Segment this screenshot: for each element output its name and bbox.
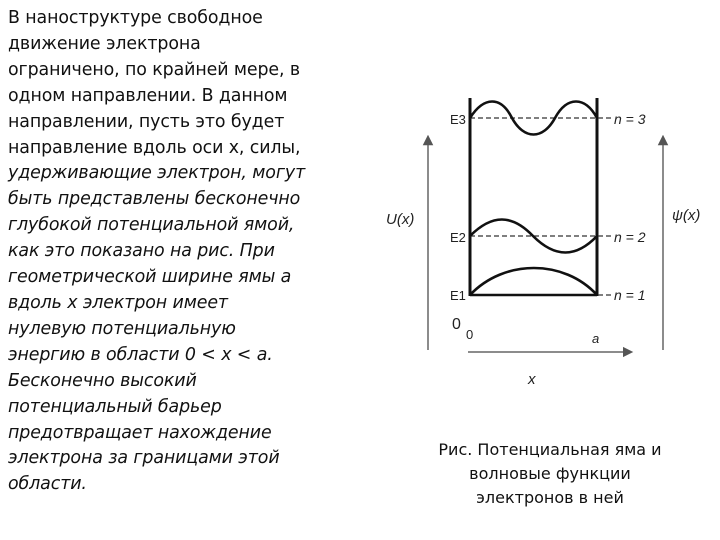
potential-well-diagram: [380, 88, 720, 398]
text-line: вдоль x электрон имеет: [8, 292, 228, 313]
text-line: направление вдоль оси x, силы,: [8, 137, 301, 158]
text-line: электрона за границами этой: [8, 448, 280, 469]
text-line: энергию в области 0 < x < a.: [8, 344, 273, 365]
well-right-label: a: [592, 331, 600, 346]
figure-caption: [400, 438, 700, 510]
wavefunction-1: [470, 268, 597, 295]
energy-label-2: E2: [450, 230, 466, 245]
origin-label: 0: [452, 316, 461, 333]
potential-well-figure: [380, 88, 720, 398]
wavefunction-axis-label: ψ(x): [672, 207, 701, 224]
text-line: движение электрона: [8, 33, 201, 54]
text-line: потенциальный барьер: [8, 396, 222, 417]
text-line: области.: [8, 474, 87, 495]
caption-line: Рис. Потенциальная яма и: [438, 440, 662, 459]
text-line: геометрической ширине ямы a: [8, 267, 292, 288]
text-line: быть представлены бесконечно: [8, 189, 301, 210]
well-left-label: 0: [466, 327, 474, 342]
energy-label-3: E3: [450, 112, 466, 127]
text-line: удерживающие электрон, могут: [8, 163, 306, 184]
quantum-number-3: n = 3: [614, 111, 646, 127]
caption-line: электронов в ней: [476, 488, 624, 507]
text-line: В наноструктуре свободное: [8, 8, 263, 28]
body-paragraph: [8, 6, 388, 498]
energy-label-1: E1: [450, 288, 466, 303]
text-line: предотвращает нахождение: [8, 422, 272, 443]
text-line: нулевую потенциальную: [8, 318, 236, 339]
quantum-number-2: n = 2: [614, 229, 646, 245]
text-line: как это показано на рис. При: [8, 241, 275, 262]
caption-line: волновые функции: [469, 464, 631, 483]
text-line: направлении, пусть это будет: [8, 111, 285, 132]
text-line: ограничено, по крайней мере, в: [8, 59, 300, 80]
text-line: одном направлении. В данном: [8, 85, 288, 106]
potential-axis-label: U(x): [386, 211, 415, 228]
x-axis-label: x: [528, 371, 536, 388]
text-line: Бесконечно высокий: [8, 370, 197, 391]
text-line: глубокой потенциальной ямой,: [8, 215, 295, 236]
quantum-number-1: n = 1: [614, 287, 646, 303]
